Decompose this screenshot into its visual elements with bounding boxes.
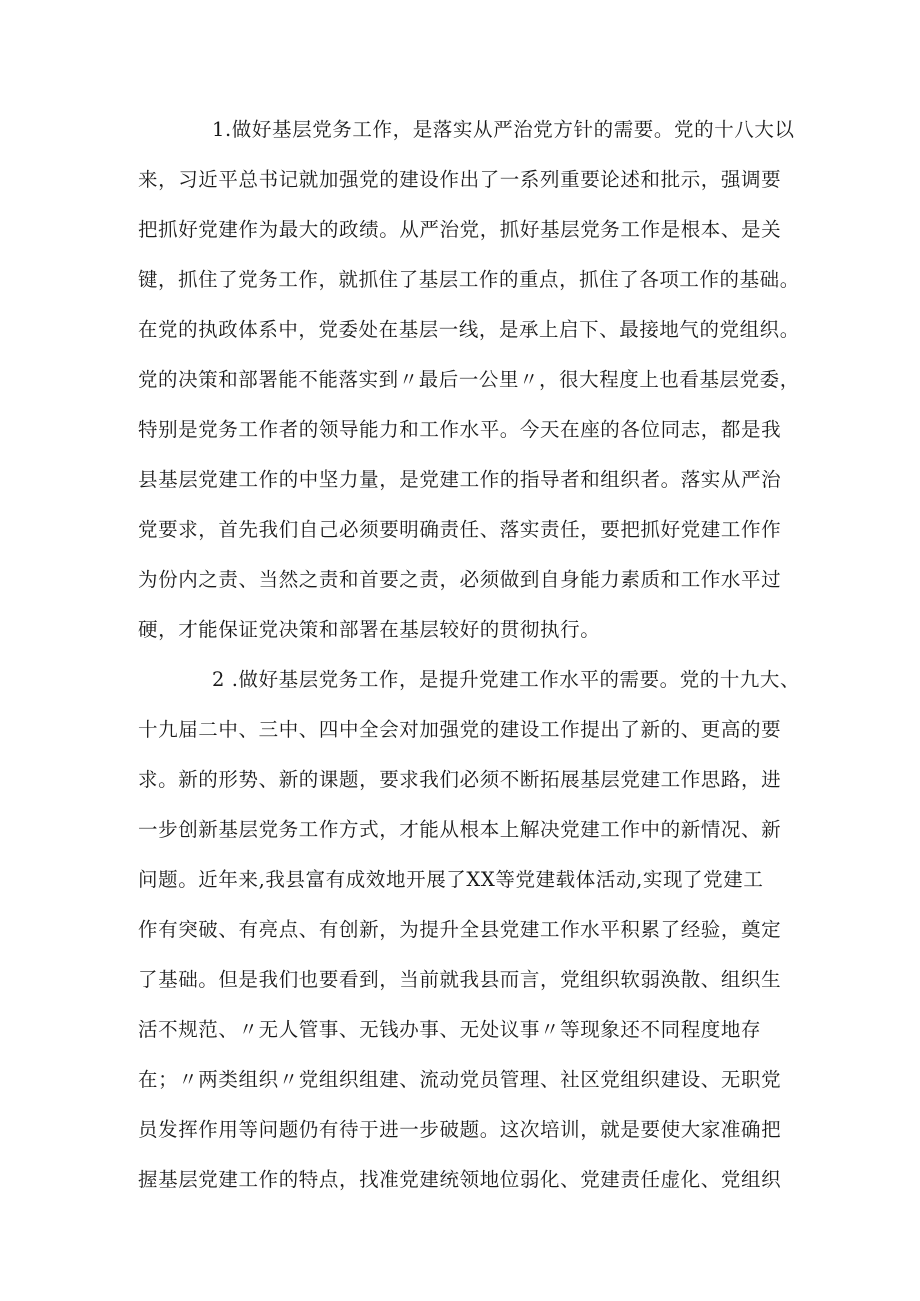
- paragraph-2-line-4: 一步创新基层党务工作方式，才能从根本上解决党建工作中的新情况、新: [138, 818, 782, 841]
- paragraph-1-line-9: 党要求，首先我们自己必须要明确责任、落实责任，要把抓好党建工作作: [138, 518, 782, 541]
- paragraph-1-line-5: 在党的执政体系中，党委处在基层一线，是承上启下、最接地气的党组织。: [138, 318, 800, 341]
- paragraph-1-line-11: 硬，才能保证党决策和部署在基层较好的贯彻执行。: [138, 618, 601, 641]
- paragraph-2-line-3: 求。新的形势、新的课题，要求我们必须不断拓展基层党建工作思路，进: [138, 768, 782, 791]
- paragraph-1-line-3: 把抓好党建作为最大的政绩。从严治党，抓好基层党务工作是根本、是关: [138, 218, 782, 241]
- paragraph-2-line-6: 作有突破、有亮点、有创新，为提升全县党建工作水平积累了经验，奠定: [138, 918, 782, 941]
- paragraph-1-line-7: 特别是党务工作者的领导能力和工作水平。今天在座的各位同志，都是我: [138, 418, 782, 441]
- paragraph-1-line-6: 党的决策和部署能不能落实到〃最后一公里〃，很大程度上也看基层党委，: [138, 368, 800, 391]
- paragraph-2-line-1: 2 .做好基层党务工作，是提升党建工作水平的需要。党的十九大、: [212, 668, 801, 691]
- paragraph-1-line-2: 来，习近平总书记就加强党的建设作出了一系列重要论述和批示，强调要: [138, 168, 782, 191]
- paragraph-1-line-8: 县基层党建工作的中坚力量，是党建工作的指导者和组织者。落实从严治: [138, 468, 782, 491]
- paragraph-2-line-10: 员发挥作用等问题仍有待于进一步破题。这次培训，就是要使大家准确把: [138, 1118, 782, 1141]
- paragraph-2-line-8: 活不规范、〃无人管事、无钱办事、无处议事〃等现象还不同程度地存: [138, 1018, 762, 1041]
- paragraph-2-line-9: 在；〃两类组织〃党组织组建、流动党员管理、社区党组织建设、无职党: [138, 1068, 782, 1091]
- paragraph-1-line-10: 为份内之责、当然之责和首要之责，必须做到自身能力素质和工作水平过: [138, 568, 782, 591]
- paragraph-2-line-7: 了基础。但是我们也要看到，当前就我县而言，党组织软弱涣散、组织生: [138, 968, 782, 991]
- paragraph-2-line-2: 十九届二中、三中、四中全会对加强党的建设工作提出了新的、更高的要: [138, 718, 782, 741]
- paragraph-1-line-1: 1.做好基层党务工作，是落实从严治党方针的需要。党的十八大以: [212, 118, 795, 141]
- paragraph-2-line-11: 握基层党建工作的特点，找准党建统领地位弱化、党建责任虚化、党组织: [138, 1168, 782, 1191]
- paragraph-2-line-5: 问题。近年来,我县富有成效地开展了XX等党建载体活动,实现了党建工: [138, 868, 764, 891]
- paragraph-1-line-4: 键，抓住了党务工作，就抓住了基层工作的重点，抓住了各项工作的基础。: [138, 268, 800, 291]
